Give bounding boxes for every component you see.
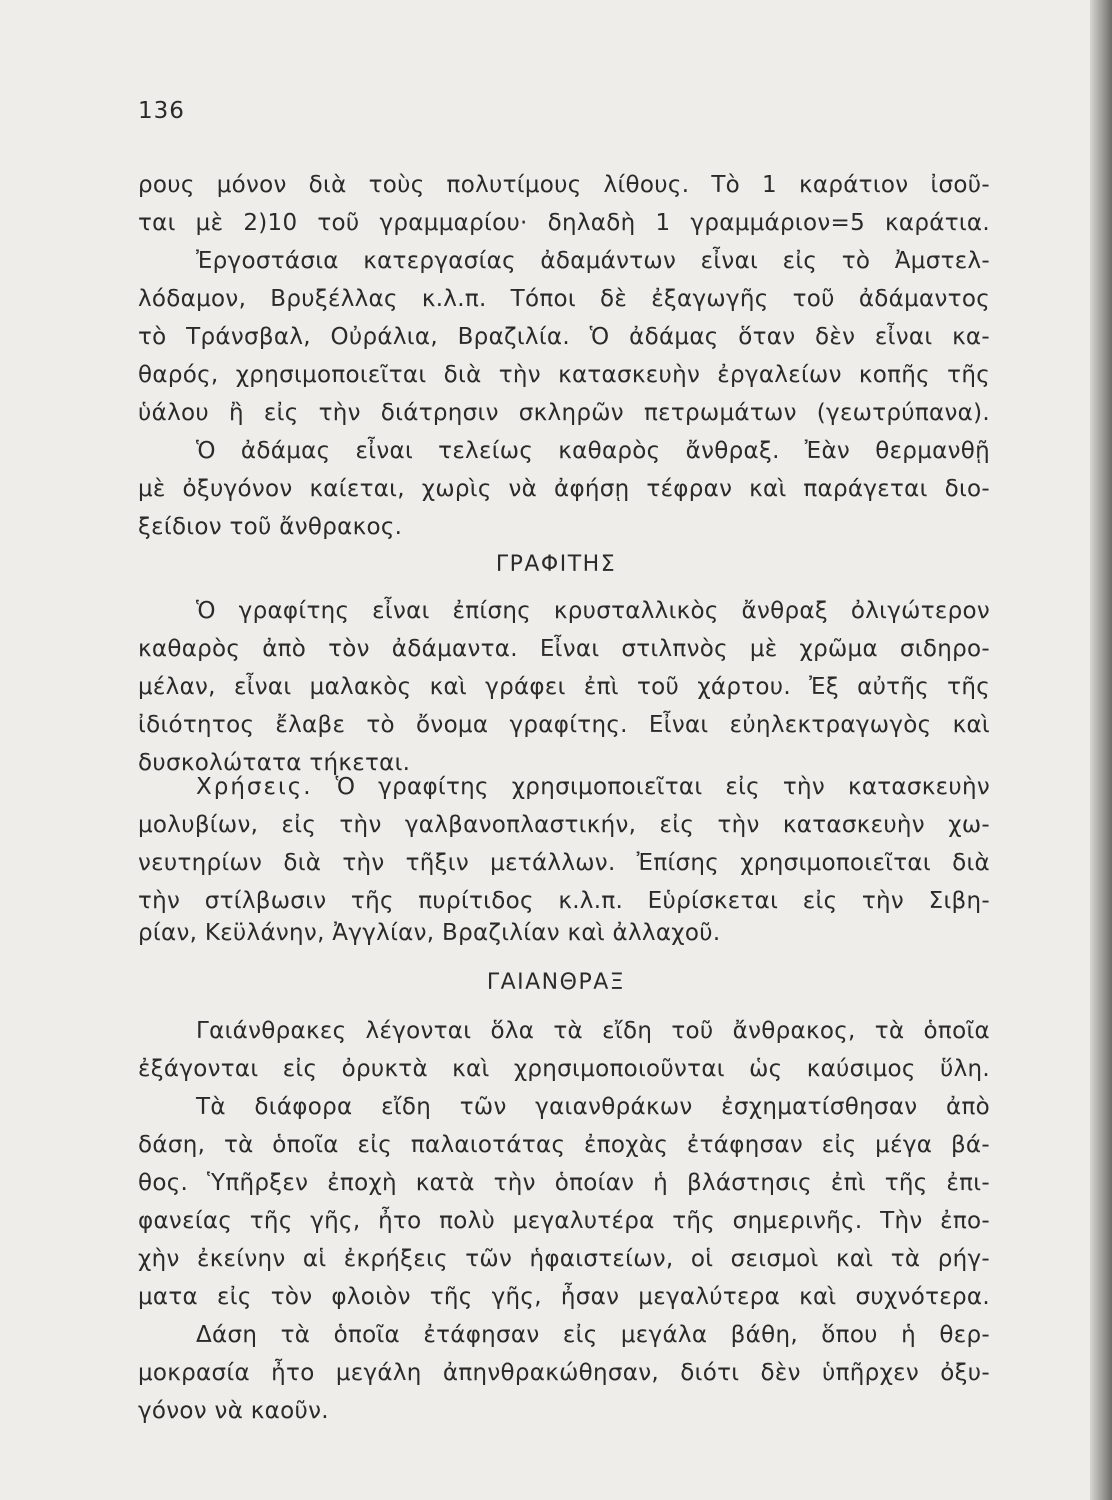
text-line: γόνον νὰ καοῦν. [138,1398,329,1424]
text-line: ματα εἰς τὸν φλοιὸν τῆς γῆς, ἦσαν μεγαλύτερα καὶ συχνότερα. [138,1284,990,1310]
text-line: Ὁ ἀδάμας εἶναι τελείως καθαρὸς ἄνθραξ. Ἐὰν θερμανθῇ [196,438,990,464]
text-line: ρίαν, Κεϋλάνην, Ἀγγλίαν, Βραζιλίαν καὶ ἀλλαχοῦ. [138,920,721,946]
page-binding-edge [1090,0,1112,1500]
text-line: ἰδιότητος ἔλαβε τὸ ὄνομα γραφίτης. Εἶναι εὐηλεκτραγωγὸς καὶ [138,712,990,738]
text-line [196,768,990,806]
text-line: μοκρασία ἦτο μεγάλη ἀπηνθρακώθησαν, διότι δὲν ὑπῆρχεν ὀξυ- [138,1360,990,1386]
uses-label: Χρήσεις. [196,774,313,800]
text-line: λόδαμον, Βρυξέλλας κ.λ.π. Τόποι δὲ ἐξαγωγῆς τοῦ ἀδάμαντος [138,286,990,312]
heading-graphite: ΓΡΑΦΙΤΗΣ [495,552,617,577]
text-line: τὴν στίλβωσιν τῆς πυρίτιδος κ.λ.π. Εὑρίσκεται εἰς τὴν Σιβη- [138,888,990,914]
text-line: φανείας τῆς γῆς, ἦτο πολὺ μεγαλυτέρα τῆς σημερινῆς. Τὴν ἐπο- [138,1208,990,1234]
text-line: δυσκολώτατα τήκεται. [138,750,411,776]
text-line: μὲ ὀξυγόνον καίεται, χωρὶς νὰ ἀφήσῃ τέφραν καὶ παράγεται διο- [138,476,990,502]
text-line: χὴν ἐκείνην αἱ ἐκρήξεις τῶν ἡφαιστείων, οἱ σεισμοὶ καὶ τὰ ρήγ- [138,1246,990,1272]
text-line: Γαιάνθρακες λέγονται ὅλα τὰ εἴδη τοῦ ἄνθρακος, τὰ ὁποῖα [196,1018,990,1044]
text-line: Ἐργοστάσια κατεργασίας ἀδαμάντων εἶναι εἰς τὸ Ἀμστελ- [196,248,990,274]
text-line: ται μὲ 2)10 τοῦ γραμμαρίου· δηλαδὴ 1 γραμμάριον=5 καράτια. [138,210,990,236]
text-line: ξείδιον τοῦ ἄνθρακος. [138,514,403,540]
text-line: ρους μόνον διὰ τοὺς πολυτίμους λίθους. Τὸ 1 καράτιον ἰσοῦ- [138,172,990,198]
page-number: 136 [138,98,185,124]
text-line: Δάση τὰ ὁποῖα ἐτάφησαν εἰς μεγάλα βάθη, ὅπου ἡ θερ- [196,1322,990,1348]
text-line: ἐξάγονται εἰς ὀρυκτὰ καὶ χρησιμοποιοῦνται ὡς καύσιμος ὕλη. [138,1056,990,1082]
text-line: μέλαν, εἶναι μαλακὸς καὶ γράφει ἐπὶ τοῦ χάρτου. Ἐξ αὐτῆς τῆς [138,674,990,700]
text-line: καθαρὸς ἀπὸ τὸν ἀδάμαντα. Εἶναι στιλπνὸς μὲ χρῶμα σιδηρο- [138,636,990,662]
text-line: ὑάλου ἢ εἰς τὴν διάτρησιν σκληρῶν πετρωμάτων (γεωτρύπανα). [138,400,990,426]
text-line: θαρός, χρησιμοποιεῖται διὰ τὴν κατασκευὴν ἐργαλείων κοπῆς τῆς [138,362,990,388]
text-line: δάση, τὰ ὁποῖα εἰς παλαιοτάτας ἐποχὰς ἐτάφησαν εἰς μέγα βά- [138,1132,990,1158]
text-line: Τὰ διάφορα εἴδη τῶν γαιανθράκων ἐσχηματίσθησαν ἀπὸ [196,1094,990,1120]
text-line: θος. Ὑπῆρξεν ἐποχὴ κατὰ τὴν ὁποίαν ἡ βλάστησις ἐπὶ τῆς ἐπι- [138,1170,990,1196]
uses-first-line: Ὁ γραφίτης χρησιμοποιεῖται εἰς τὴν κατασκευὴν [335,774,990,800]
text-line: νευτηρίων διὰ τὴν τῆξιν μετάλλων. Ἐπίσης χρησιμοποιεῖται διὰ [138,850,990,876]
text-line: μολυβίων, εἰς τὴν γαλβανοπλαστικήν, εἰς τὴν κατασκευὴν χω- [138,812,990,838]
text-line: Ὁ γραφίτης εἶναι ἐπίσης κρυσταλλικὸς ἄνθραξ ὀλιγώτερον [196,598,990,624]
heading-coal: ΓΑΙΑΝΘΡΑΞ [486,970,626,995]
text-line: τὸ Τράνσβαλ, Οὐράλια, Βραζιλία. Ὁ ἀδάμας ὅταν δὲν εἶναι κα- [138,324,990,350]
